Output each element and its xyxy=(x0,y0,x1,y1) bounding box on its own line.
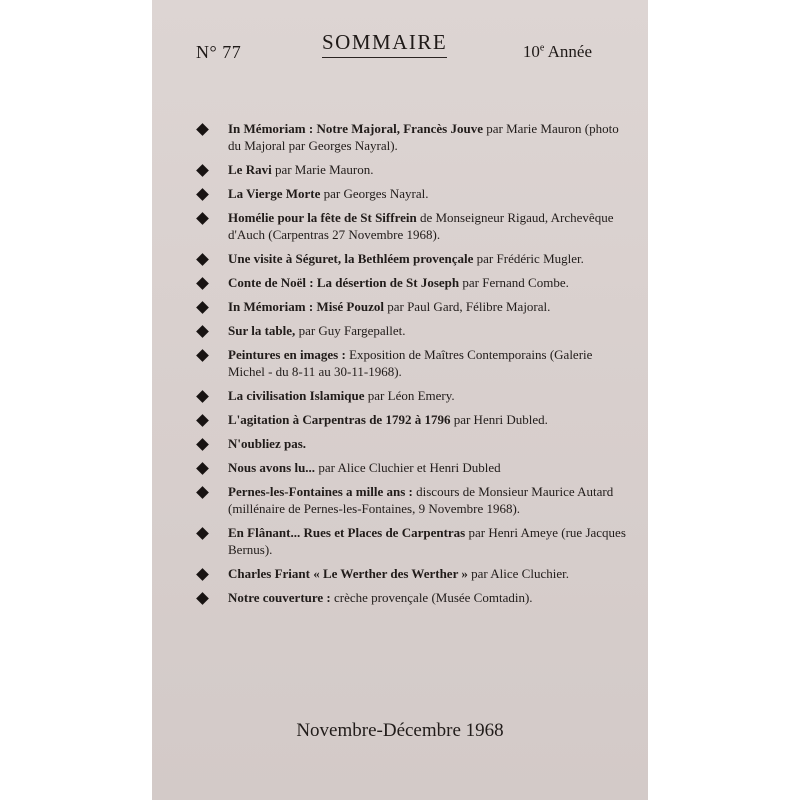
toc-item xyxy=(196,161,626,178)
toc-item xyxy=(196,411,626,428)
diamond-bullet-icon xyxy=(196,414,209,427)
toc-item-detail: par Marie Mauron (photo du Majoral par Georges Nayral). xyxy=(228,121,619,153)
toc-item-title: Peintures en images : xyxy=(228,347,346,362)
toc-item-title: Charles Friant « Le Werther des Werther » xyxy=(228,566,468,581)
toc-item-detail: Exposition de Maîtres Contemporains (Galerie Michel - du 8-11 au 30-11-1968). xyxy=(228,347,593,379)
toc-item-title: Pernes-les-Fontaines a mille ans : xyxy=(228,484,413,499)
page-header xyxy=(152,28,648,68)
issue-date: Novembre-Décembre 1968 xyxy=(296,720,504,741)
toc-item xyxy=(196,209,626,243)
year-word: Année xyxy=(547,42,592,61)
page-title: SOMMAIRE xyxy=(322,30,447,58)
toc-item-detail: par Léon Emery. xyxy=(364,388,455,403)
toc-item xyxy=(196,250,626,267)
toc-item-title: Notre couverture : xyxy=(228,590,331,605)
diamond-bullet-icon xyxy=(196,527,209,540)
diamond-bullet-icon xyxy=(196,438,209,451)
toc-item-detail: de Monseigneur Rigaud, Archevêque d'Auch (Carpentras 27 Novembre 1968). xyxy=(228,210,614,242)
toc-item xyxy=(196,120,626,154)
toc-item-detail: par Paul Gard, Félibre Majoral. xyxy=(383,299,551,314)
toc-item xyxy=(196,435,626,452)
toc-item-title: Homélie pour la fête de St Siffrein xyxy=(228,210,417,225)
toc-item-detail: par Georges Nayral. xyxy=(320,186,429,201)
toc-item-detail: par Fernand Combe. xyxy=(459,275,569,290)
toc-item xyxy=(196,322,626,339)
toc-item-title: Sur la table, xyxy=(228,323,296,338)
toc-item-detail: par Henri Ameye (rue Jacques Bernus). xyxy=(228,525,626,557)
toc-item-title: In Mémoriam : Misé Pouzol xyxy=(228,299,384,314)
booklet-page xyxy=(152,0,648,800)
diamond-bullet-icon xyxy=(196,462,209,475)
year-number: 10 xyxy=(522,42,540,61)
year-label xyxy=(523,42,592,62)
issue-number: N° 77 xyxy=(196,42,242,62)
toc-item-title: La Vierge Morte xyxy=(228,186,321,201)
toc-item xyxy=(196,298,626,315)
toc-item-detail: par Guy Fargepallet. xyxy=(295,323,406,338)
diamond-bullet-icon xyxy=(196,123,209,136)
diamond-bullet-icon xyxy=(196,486,209,499)
diamond-bullet-icon xyxy=(196,568,209,581)
toc-item xyxy=(196,589,626,606)
diamond-bullet-icon xyxy=(196,592,209,605)
diamond-bullet-icon xyxy=(196,390,209,403)
toc-item-title: In Mémoriam : Notre Majoral, Francès Jouve xyxy=(228,121,483,136)
table-of-contents xyxy=(196,120,626,613)
toc-item-title: En Flânant... Rues et Places de Carpentras xyxy=(228,525,466,540)
toc-item-title: Une visite à Séguret, la Bethléem provençale xyxy=(228,251,474,266)
toc-item xyxy=(196,185,626,202)
diamond-bullet-icon xyxy=(196,325,209,338)
toc-item xyxy=(196,565,626,582)
toc-item xyxy=(196,387,626,404)
toc-item-detail: discours de Monsieur Maurice Autard (millénaire de Pernes-les-Fontaines, 9 Novembre 1968). xyxy=(228,484,614,516)
toc-item-title: L'agitation à Carpentras de 1792 à 1796 xyxy=(228,412,451,427)
toc-item-title: Le Ravi xyxy=(228,162,272,177)
diamond-bullet-icon xyxy=(196,253,209,266)
toc-item xyxy=(196,483,626,517)
year-superscript: e xyxy=(539,42,545,54)
toc-item-detail: par Frédéric Mugler. xyxy=(473,251,584,266)
toc-item-detail: par Marie Mauron. xyxy=(271,162,374,177)
toc-item-title: La civilisation Islamique xyxy=(228,388,365,403)
toc-item-detail: crèche provençale (Musée Comtadin). xyxy=(330,590,533,605)
toc-item-title: Conte de Noël : La désertion de St Joseph xyxy=(228,275,460,290)
diamond-bullet-icon xyxy=(196,164,209,177)
toc-item xyxy=(196,459,626,476)
toc-item-detail: par Alice Cluchier. xyxy=(467,566,569,581)
toc-item-title: N'oubliez pas. xyxy=(228,436,307,451)
diamond-bullet-icon xyxy=(196,277,209,290)
diamond-bullet-icon xyxy=(196,188,209,201)
diamond-bullet-icon xyxy=(196,349,209,362)
toc-item xyxy=(196,274,626,291)
toc-item-detail: par Alice Cluchier et Henri Dubled xyxy=(315,460,501,475)
toc-item-detail: par Henri Dubled. xyxy=(450,412,548,427)
diamond-bullet-icon xyxy=(196,212,209,225)
diamond-bullet-icon xyxy=(196,301,209,314)
toc-item xyxy=(196,346,626,380)
toc-item-title: Nous avons lu... xyxy=(228,460,316,475)
toc-item xyxy=(196,524,626,558)
